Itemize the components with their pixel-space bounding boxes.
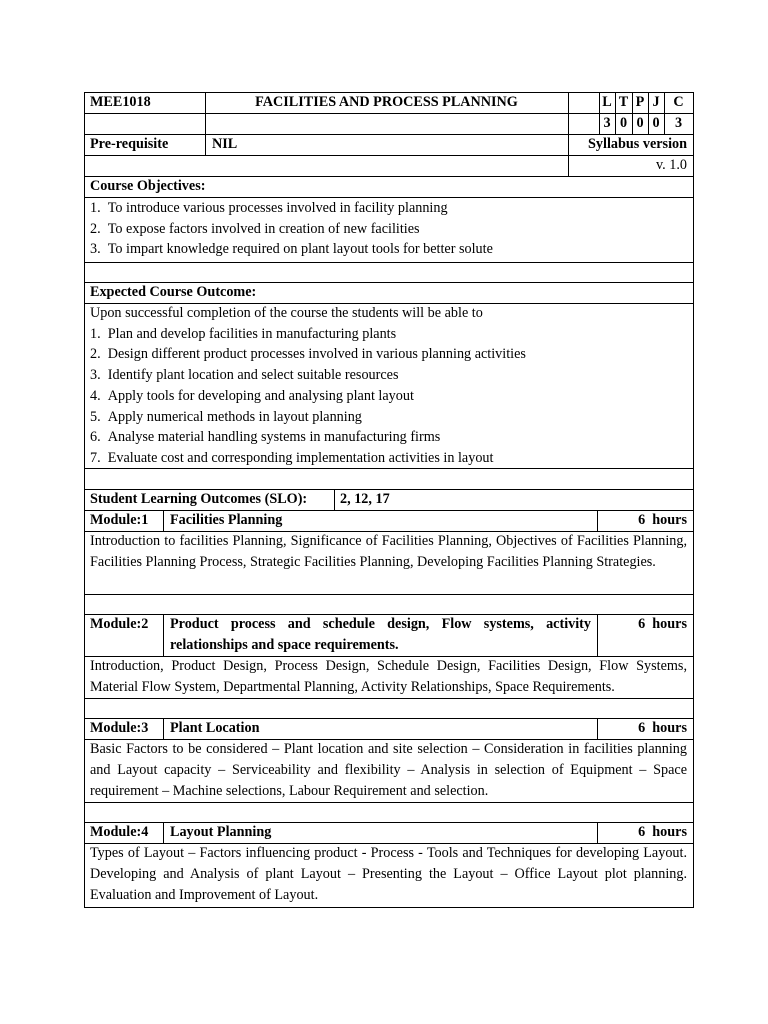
ltpjc-value: 3 <box>603 115 611 131</box>
module-title: Product process and schedule design, Flow systems, activity relationships and space requirements. <box>170 616 591 653</box>
ltpjc-value: 0 <box>619 115 628 131</box>
outcomes-intro: Upon successful completion of the course the students will be able to <box>90 305 483 321</box>
rule <box>597 822 598 843</box>
rule <box>84 92 85 908</box>
ltpjc-value: 0 <box>652 115 660 131</box>
rule <box>84 698 694 699</box>
rule <box>568 92 569 176</box>
course-code: MEE1018 <box>90 94 151 110</box>
outcome-item: 5. Apply numerical methods in layout planning <box>90 408 362 425</box>
ltpjc-value: 3 <box>674 115 683 131</box>
rule <box>163 718 164 739</box>
rule <box>163 614 164 656</box>
module-label: Module:1 <box>90 512 149 528</box>
rule <box>334 489 335 510</box>
slo-value: 2, 12, 17 <box>340 491 390 507</box>
outcome-item: 6. Analyse material handling systems in manufacturing firms <box>90 429 441 446</box>
rule <box>84 802 694 803</box>
course-title: FACILITIES AND PROCESS PLANNING <box>255 94 518 110</box>
outcome-item: 3. Identify plant location and select suitable resources <box>90 367 399 384</box>
module-label: Module:3 <box>90 720 149 736</box>
module-hours: 6 hours <box>638 824 687 840</box>
objective-item: 1. To introduce various processes involved in facility planning <box>90 200 448 216</box>
outcome-item: 1. Plan and develop facilities in manufacturing plants <box>90 325 397 342</box>
module-hours: 6 hours <box>638 720 687 736</box>
module-content: Types of Layout – Factors influencing product - Process - Tools and Techniques for developing Layout. Developing and Analysis of plant Layout – Presenting the Layout – Office Layout plot planning. Evaluation and Improvement of Layout. <box>90 845 687 903</box>
outcomes-heading: Expected Course Outcome: <box>90 284 257 300</box>
module-title: Facilities Planning <box>170 512 283 528</box>
objective-item: 2. To expose factors involved in creation of new facilities <box>90 220 420 237</box>
outcome-item: 7. Evaluate cost and corresponding implementation activities in layout <box>90 449 494 466</box>
rule <box>597 614 598 656</box>
objectives-heading: Course Objectives: <box>90 178 206 194</box>
module-hours: 6 hours <box>638 512 687 528</box>
ltpjc-label: P <box>635 94 645 110</box>
rule <box>163 510 164 531</box>
module-title: Plant Location <box>170 720 260 736</box>
module-content: Introduction, Product Design, Process Design, Schedule Design, Facilities Design, Flow Systems, Material Flow System, Departmental Planning, Activity Relationships, Space Requirements. <box>90 658 687 695</box>
ltpjc-label: C <box>673 94 684 110</box>
module-label: Module:4 <box>90 824 149 840</box>
outcome-item: 2. Design different product processes involved in various planning activities <box>90 346 526 363</box>
rule <box>597 718 598 739</box>
rule <box>597 510 598 531</box>
ltpjc-label: T <box>618 94 629 110</box>
prerequisite-label: Pre-requisite <box>90 136 169 152</box>
prerequisite-value: NIL <box>212 136 238 152</box>
ltpjc-value: 0 <box>636 115 644 131</box>
ltpjc-label: L <box>602 94 612 110</box>
module-content: Basic Factors to be considered – Plant location and site selection – Consideration in facilities planning and Layout capacity – Serviceability and flexibility – Analysis in selection of Equipment – Space requirement – Machine selections, Labour Requirement and selection. <box>90 741 687 799</box>
rule <box>84 262 694 263</box>
outcome-item: 4. Apply tools for developing and analysing plant layout <box>90 387 414 404</box>
rule <box>84 907 694 908</box>
module-hours: 6 hours <box>638 616 687 632</box>
objective-item: 3. To impart knowledge required on plant layout tools for better solute <box>90 241 493 258</box>
syllabus-version-label: Syllabus version <box>588 136 687 152</box>
syllabus-version-value: v. 1.0 <box>656 157 687 173</box>
rule <box>163 822 164 843</box>
ltpjc-label: J <box>652 94 660 110</box>
module-content: Introduction to facilities Planning, Significance of Facilities Planning, Objectives of Facilities Planning, Facilities Planning Process, Strategic Facilities Planning, Developing Facilities Planning Strategies. <box>90 533 687 570</box>
module-label: Module:2 <box>90 616 149 632</box>
rule <box>84 594 694 595</box>
slo-label: Student Learning Outcomes (SLO): <box>90 491 308 507</box>
rule <box>693 92 694 908</box>
module-title: Layout Planning <box>170 824 272 840</box>
